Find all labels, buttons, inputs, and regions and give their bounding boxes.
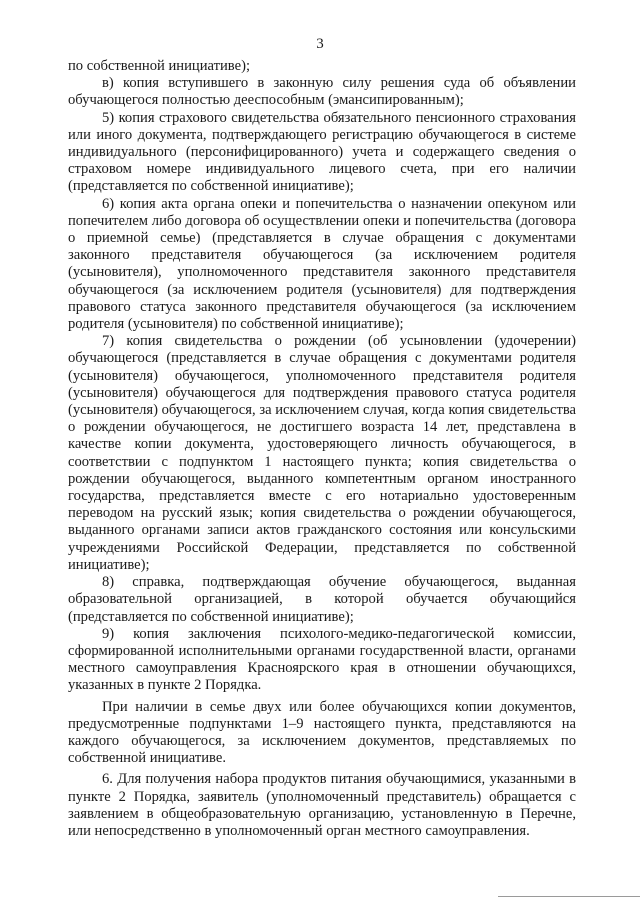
page-number: 3: [316, 36, 324, 52]
paragraph-item-8: 8) справка, подтверждающая обучение обучающегося, выданная образовательной организацией, в которой обучается обучающийся (представляется по собственной инициативе);: [68, 574, 576, 625]
paragraph-continuation: по собственной инициативе);: [68, 58, 251, 74]
paragraph-section-6: 6. Для получения набора продуктов питания обучающимися, указанными в пункте 2 Порядка, заявитель (уполномоченный представитель) обращается с заявлением в общеобразовательную организацию, установленную в Перечне, или непосредственно в уполномоченный орган местного самоуправления.: [68, 771, 576, 839]
paragraph-item-5: 5) копия страхового свидетельства обязательного пенсионного страхования или иного документа, подтверждающего регистрацию обучающегося в системе индивидуального (персонифицированного) учета и содержащего сведения о страховом номере индивидуального лицевого счета, при его наличии (представляется по собственной инициативе);: [68, 109, 576, 195]
document-body: [68, 58, 576, 840]
paragraph-item-6: 6) копия акта органа опеки и попечительства о назначении опекуном или попечителем либо договора об осуществлении опеки и попечительства (договора о приемной семье) (представляется в случае обращения с документами законного представителя обучающегося (за исключением родителя (усыновителя), уполномоченного представителя законного представителя обучающегося (за исключением родителя (усыновителя) для подтверждения правового статуса законного представителя обучающегося (за исключением родителя (усыновителя) по собственной инициативе);: [68, 195, 576, 333]
paragraph-item-v: в) копия вступившего в законную силу решения суда об объявлении обучающегося полностью дееспособным (эмансипированным);: [68, 75, 576, 109]
paragraph-multiple-students: При наличии в семье двух или более обучающихся копии документов, предусмотренные подпунктами 1–9 настоящего пункта, представляются на каждого обучающегося, за исключением документов, представляемых по собственной инициативе.: [68, 698, 576, 767]
paragraph-item-7: 7) копия свидетельства о рождении (об усыновлении (удочерении) обучающегося (представляется в случае обращения с документами родителя (усыновителя) обучающегося, уполномоченного представителя родителя (усыновителя) обучающегося для подтверждения правового статуса родителя (усыновителя) обучающегося, за исключением случая, когда копия свидетельства о рождении обучающегося, не достигшего возраста 14 лет, представлена в качестве копии документа, удостоверяющего личность обучающегося, в соответствии с подпунктом 1 настоящего пункта; копия свидетельства о рождении обучающегося, выданного компетентным органом иностранного государства, представляется вместе с его нотариально удостоверенным переводом на русский язык; копия свидетельства о рождении обучающегося, выданного органами записи актов гражданского состояния или консульскими учреждениями Российской Федерации, представляется по собственной инициативе);: [68, 333, 576, 573]
paragraph-item-9: 9) копия заключения психолого-медико-педагогической комиссии, сформированной исполнительными органами государственной власти, органами местного самоуправления Красноярского края в отношении обучающихся, указанных в пункте 2 Порядка.: [68, 625, 576, 694]
scan-edge-line: [498, 896, 640, 897]
